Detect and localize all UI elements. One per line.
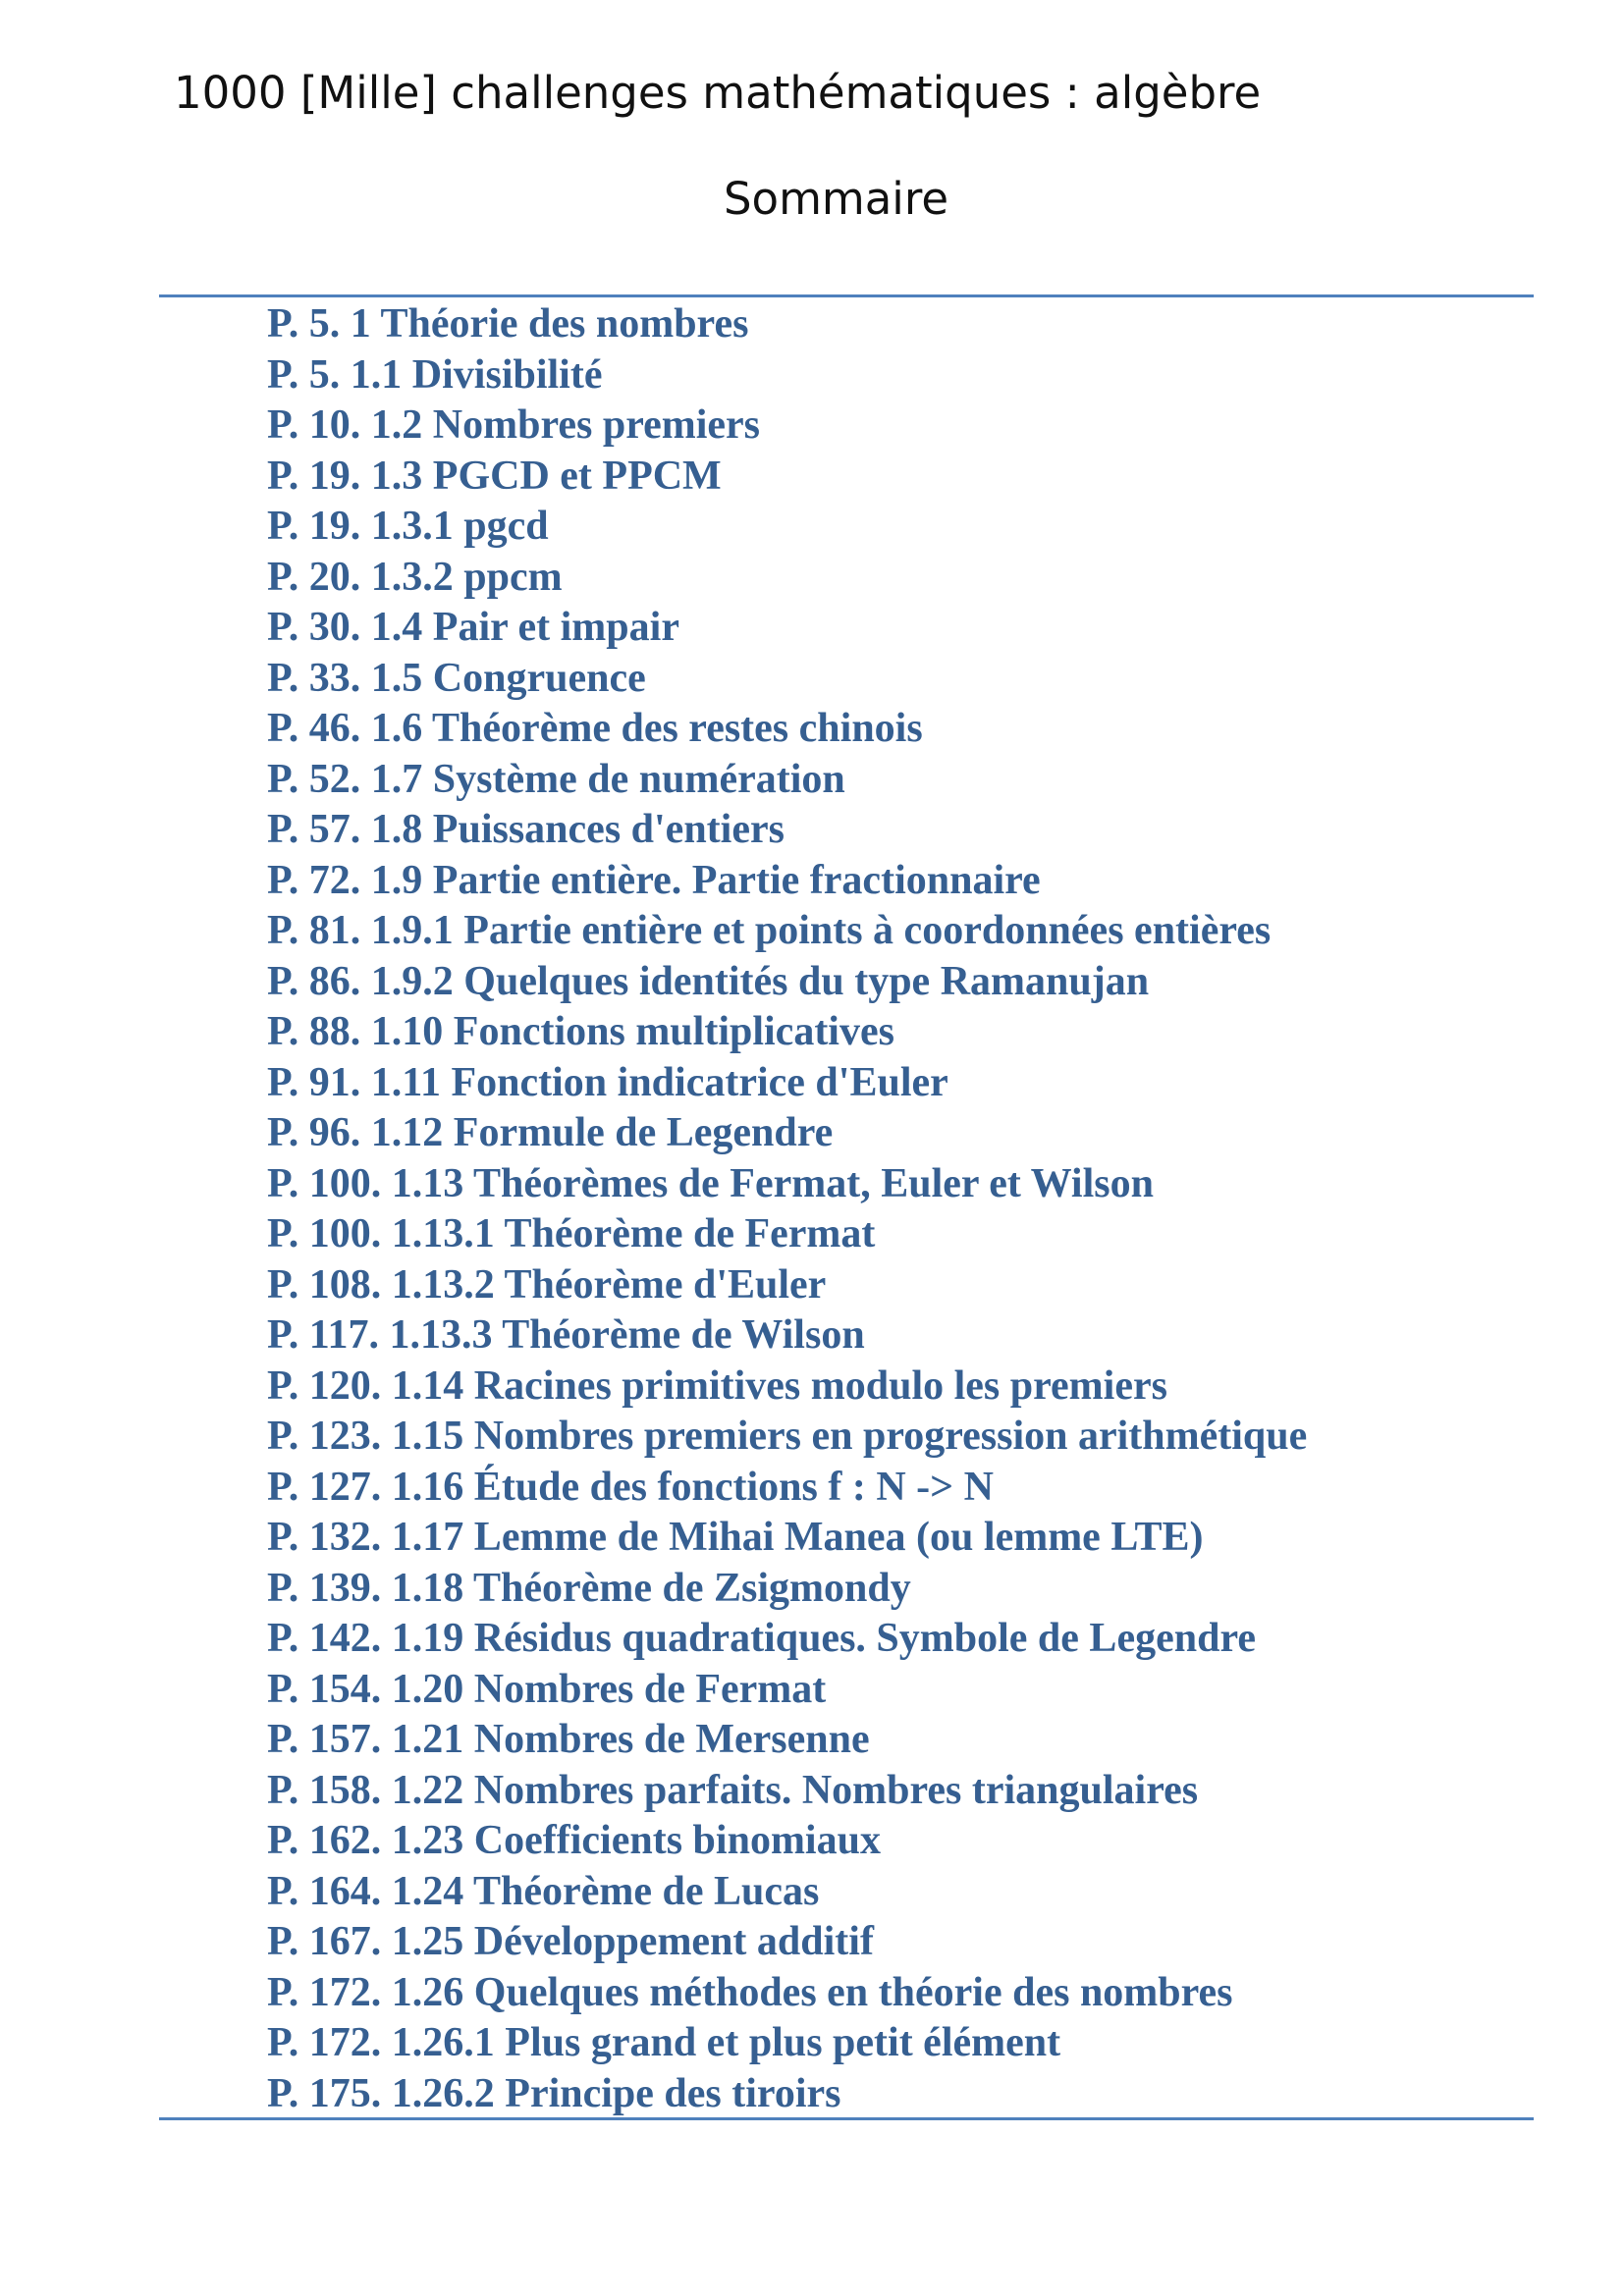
toc-entry[interactable]: P. 139. 1.18 Théorème de Zsigmondy [267, 1565, 911, 1611]
toc-entry[interactable]: P. 172. 1.26.1 Plus grand et plus petit élément [267, 2020, 1061, 2065]
toc-entry[interactable]: P. 91. 1.11 Fonction indicatrice d'Euler [267, 1059, 948, 1105]
toc-entry[interactable]: P. 10. 1.2 Nombres premiers [267, 402, 761, 448]
toc-entry[interactable]: P. 142. 1.19 Résidus quadratiques. Symbole de Legendre [267, 1616, 1256, 1661]
toc-entry[interactable]: P. 100. 1.13 Théorèmes de Fermat, Euler et Wilson [267, 1160, 1154, 1206]
toc-entry[interactable]: P. 72. 1.9 Partie entière. Partie fractionnaire [267, 857, 1041, 903]
toc-entry[interactable]: P. 117. 1.13.3 Théorème de Wilson [267, 1312, 865, 1358]
toc-entry[interactable]: P. 19. 1.3.1 pgcd [267, 504, 549, 549]
toc-entry[interactable]: P. 175. 1.26.2 Principe des tiroirs [267, 2070, 841, 2116]
toc-entry[interactable]: P. 33. 1.5 Congruence [267, 655, 646, 701]
toc-entry[interactable]: P. 52. 1.7 Système de numération [267, 756, 845, 802]
toc-entry[interactable]: P. 19. 1.3 PGCD et PPCM [267, 453, 722, 499]
toc-entry[interactable]: P. 158. 1.22 Nombres parfaits. Nombres triangulaires [267, 1767, 1199, 1813]
toc-entry[interactable]: P. 120. 1.14 Racines primitives modulo les premiers [267, 1362, 1167, 1409]
toc-entry[interactable]: P. 100. 1.13.1 Théorème de Fermat [267, 1211, 876, 1256]
top-rule [159, 294, 1534, 297]
toc-entry[interactable]: P. 5. 1.1 Divisibilité [267, 351, 603, 398]
toc-entry[interactable]: P. 81. 1.9.1 Partie entière et points à coordonnées entières [267, 908, 1272, 953]
toc-entry[interactable]: P. 108. 1.13.2 Théorème d'Euler [267, 1261, 827, 1308]
toc-entry[interactable]: P. 46. 1.6 Théorème des restes chinois [267, 706, 923, 751]
bottom-rule [159, 2117, 1534, 2120]
toc-entry[interactable]: P. 20. 1.3.2 ppcm [267, 554, 563, 600]
toc-entry[interactable]: P. 154. 1.20 Nombres de Fermat [267, 1666, 827, 1712]
toc-entry[interactable]: P. 86. 1.9.2 Quelques identités du type Ramanujan [267, 958, 1150, 1004]
table-of-contents [267, 299, 1307, 2119]
toc-entry[interactable]: P. 5. 1 Théorie des nombres [267, 301, 749, 347]
toc-entry[interactable]: P. 164. 1.24 Théorème de Lucas [267, 1868, 820, 1914]
toc-entry[interactable]: P. 157. 1.21 Nombres de Mersenne [267, 1717, 870, 1762]
document-title: 1000 [Mille] challenges mathématiques : algèbre [174, 67, 1262, 119]
toc-entry[interactable]: P. 57. 1.8 Puissances d'entiers [267, 807, 785, 852]
toc-entry[interactable]: P. 30. 1.4 Pair et impair [267, 605, 679, 650]
toc-entry[interactable]: P. 127. 1.16 Étude des fonctions f : N -> N [267, 1464, 994, 1510]
toc-entry[interactable]: P. 132. 1.17 Lemme de Mihai Manea (ou lemme LTE) [267, 1515, 1204, 1560]
toc-entry[interactable]: P. 172. 1.26 Quelques méthodes en théorie des nombres [267, 1969, 1233, 2015]
toc-entry[interactable]: P. 167. 1.25 Développement additif [267, 1919, 874, 1964]
toc-entry[interactable]: P. 88. 1.10 Fonctions multiplicatives [267, 1009, 894, 1054]
toc-entry[interactable]: P. 123. 1.15 Nombres premiers en progression arithmétique [267, 1414, 1308, 1459]
toc-entry[interactable]: P. 96. 1.12 Formule de Legendre [267, 1110, 834, 1155]
toc-heading: Sommaire [723, 173, 949, 225]
toc-entry[interactable]: P. 162. 1.23 Coefficients binomiaux [267, 1818, 881, 1863]
